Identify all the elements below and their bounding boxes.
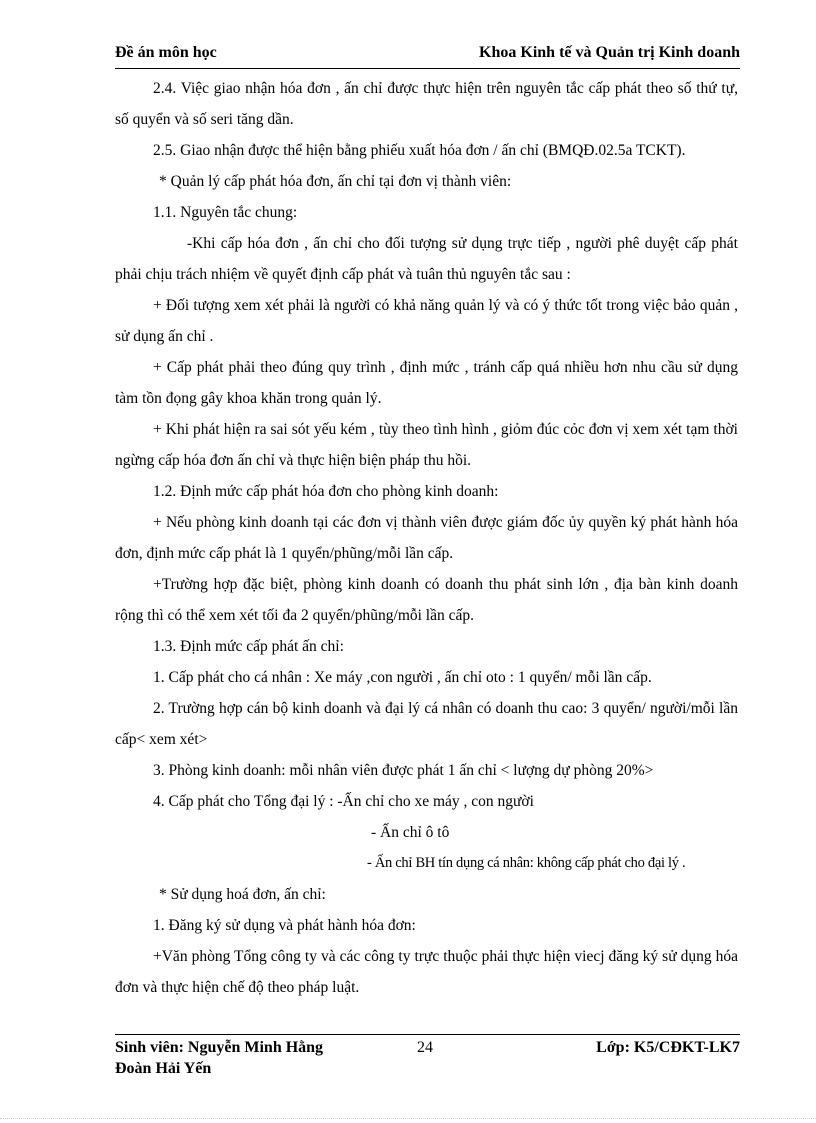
subheading-1-2: 1.2. Định mức cấp phát hóa đơn cho phòng kinh doanh: bbox=[153, 483, 499, 500]
footer-student-1: Sinh viên: Nguyễn Minh Hằng bbox=[115, 1039, 324, 1056]
footer-student-2: Đoàn Hải Yến bbox=[115, 1060, 212, 1077]
paragraph-bullet-1: + Đối tượng xem xét phải là người có khả năng quản lý và có ý thức tốt trong việc bảo quản , sử dụng ấn chỉ . bbox=[115, 297, 738, 345]
section-heading-usage: * Sử dụng hoá đơn, ấn chỉ: bbox=[159, 886, 326, 903]
paragraph-principle: -Khi cấp hóa đơn , ấn chỉ cho đối tượng sử dụng trực tiếp , người phê duyệt cấp phát phải chịu trách nhiệm về quyết định cấp phát và tuân thủ nguyên tắc sau : bbox=[115, 235, 738, 283]
paragraph-bullet-2: + Cấp phát phải theo đúng quy trình , định mức , tránh cấp quá nhiều hơn nhu cầu sử dụng tàm tồn đọng gây khoa khăn trong quản lý. bbox=[115, 359, 738, 407]
page-header bbox=[115, 44, 740, 68]
paragraph-bullet-4: + Nếu phòng kinh doanh tại các đơn vị thành viên được giám đốc ủy quyền ký phát hành hóa đơn, định mức cấp phát là 1 quyển/phũng/mỗi lần cấp. bbox=[115, 514, 738, 562]
subheading-1-1: 1.1. Nguyên tắc chung: bbox=[153, 204, 298, 221]
page-edge-dotted-line bbox=[0, 1118, 816, 1119]
header-rule bbox=[115, 68, 740, 69]
paragraph-registration: +Văn phòng Tổng công ty và các công ty trực thuộc phải thực hiện viecj đăng ký sử dụng hóa đơn và thực hiện chế độ theo pháp luật. bbox=[115, 948, 738, 996]
list-item-4-sub-2: - Ấn chỉ BH tín dụng cá nhân: không cấp phát cho đại lý . bbox=[367, 855, 686, 871]
subheading-1-3: 1.3. Định mức cấp phát ấn chỉ: bbox=[153, 638, 344, 655]
paragraph-2-5: 2.5. Giao nhận được thể hiện bằng phiếu xuất hóa đơn / ấn chỉ (BMQĐ.02.5a TCKT). bbox=[153, 142, 686, 159]
paragraph-bullet-3: + Khi phát hiện ra sai sót yếu kém , tùy theo tình hình , giỏm đúc cỏc đơn vị xem xét tạm thời ngừng cấp hóa đơn ấn chỉ và thực hiện biện pháp thu hồi. bbox=[115, 421, 738, 469]
list-item-4: 4. Cấp phát cho Tổng đại lý : -Ấn chỉ cho xe máy , con người bbox=[153, 793, 534, 810]
paragraph-2-4: 2.4. Việc giao nhận hóa đơn , ấn chỉ được thực hiện trên nguyên tắc cấp phát theo số thứ tự, số quyển và số seri tăng dần. bbox=[115, 80, 738, 128]
list-item-4-sub-1: - Ấn chỉ ô tô bbox=[371, 824, 450, 841]
footer-class: Lớp: K5/CĐKT-LK7 bbox=[596, 1039, 740, 1056]
section-heading-issuance: * Quản lý cấp phát hóa đơn, ấn chỉ tại đơn vị thành viên: bbox=[159, 173, 512, 190]
page-number: 24 bbox=[417, 1039, 433, 1056]
header-faculty: Khoa Kinh tế và Quản trị Kinh doanh bbox=[479, 44, 740, 61]
header-course-title: Đề án môn học bbox=[115, 44, 217, 61]
footer-rule bbox=[115, 1034, 740, 1035]
subheading-registration: 1. Đăng ký sử dụng và phát hành hóa đơn: bbox=[153, 917, 416, 934]
list-item-3: 3. Phòng kinh doanh: mỗi nhân viên được phát 1 ấn chỉ < lượng dự phòng 20%> bbox=[153, 762, 654, 779]
paragraph-bullet-5: +Trường hợp đặc biệt, phòng kinh doanh có doanh thu phát sinh lớn , địa bàn kinh doanh rộng thì có thể xem xét tối đa 2 quyển/phũng/mỗi lần cấp. bbox=[115, 576, 738, 624]
body-text bbox=[115, 73, 738, 1003]
footer-students bbox=[115, 1037, 323, 1079]
list-item-2: 2. Trường hợp cán bộ kinh doanh và đại lý cá nhân có doanh thu cao: 3 quyển/ người/mỗi lần cấp< xem xét> bbox=[115, 700, 738, 748]
list-item-1: 1. Cấp phát cho cá nhân : Xe máy ,con người , ấn chỉ oto : 1 quyển/ mỗi lần cấp. bbox=[153, 669, 652, 686]
